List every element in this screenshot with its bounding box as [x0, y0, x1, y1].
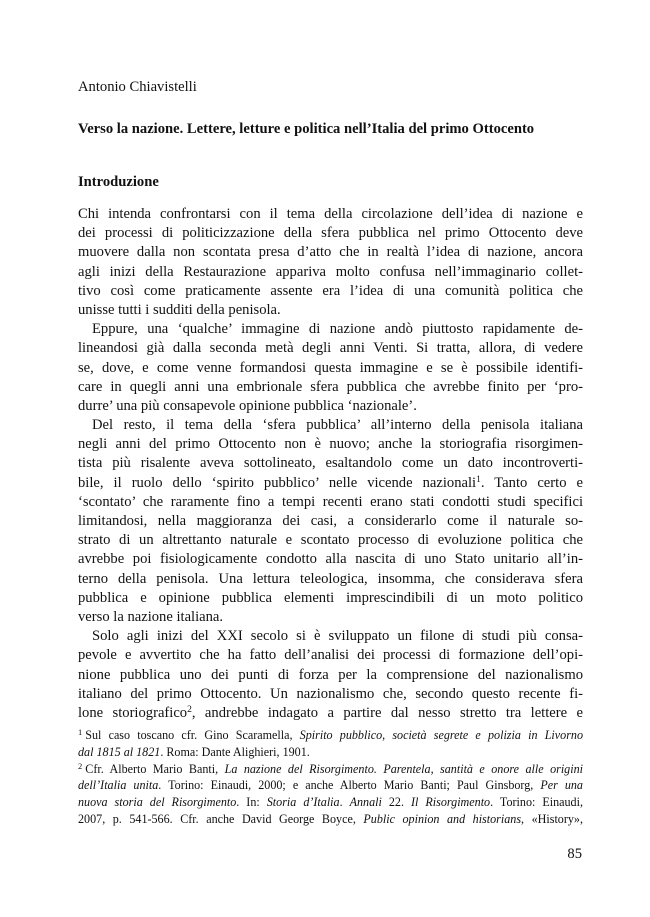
footnote-text: . Torino: Einaudi, — [490, 795, 583, 810]
body-line: pubblica e opinione pubblica elementi imprescindibili di un moto politico — [78, 589, 583, 606]
body-line: limitandosi, nella maggioranza dei casi, a considerarlo come il naturale so- — [78, 513, 583, 529]
footnote-number: 1 — [78, 727, 83, 737]
footnote-text: . Torino: Einaudi, 2000; e anche Alberto Mario Banti; Paul Ginsborg, — [158, 778, 541, 793]
body-line: unisse tutti i sudditi della penisola. — [78, 301, 281, 318]
body-line: ‘scontato’ che raramente fino a tempi recenti erano stati condotti studi specifici — [78, 493, 583, 510]
body-line: muovere dalla non scontata presa d’atto che in realtà l’idea di nazione, ancora — [78, 244, 583, 261]
footnote-1 — [78, 727, 583, 744]
footnote-number: 2 — [78, 760, 83, 771]
body-text — [78, 205, 583, 723]
body-line: durre’ una più consapevole opinione pubblica ‘nazionale’. — [78, 397, 417, 414]
footnote-text: 22. — [381, 795, 411, 810]
body-line: Eppure, una ‘qualche’ immagine di nazione andò piuttosto rapidamente de- — [92, 321, 583, 338]
body-line: dei processi di politicizzazione della sfera pubblica nel primo Ottocento deve — [78, 225, 583, 242]
footnote-work-title: nuova storia del Risorgimento — [78, 795, 237, 810]
body-line: italiano del primo Ottocento. Un nazionalismo che, secondo questo recente fi- — [78, 685, 583, 702]
body-line-text: , andrebbe indagato a partire dal nesso stretto tra lettere e — [191, 704, 583, 721]
footnote-text: , «History», — [521, 811, 583, 826]
footnote-text: . In: — [236, 795, 267, 810]
body-line: tivo così come praticamente assente era l’idea di una comunità politica che — [78, 282, 583, 299]
body-line-text: lone storiografico — [78, 704, 188, 721]
article-title: Verso la nazione. Lettere, letture e politica nell’Italia del primo Ottocento — [78, 121, 535, 137]
footnote-work-title: Annali — [349, 795, 382, 810]
footnote-1-cont — [78, 744, 583, 761]
body-line: lineandosi già dalla seconda metà degli anni Venti. Si tratta, allora, di vedere — [78, 340, 583, 357]
body-line-text: . Tanto certo e — [480, 474, 584, 491]
body-line: se, dove, e come venne formandosi questa immagine e se è possibile identifi- — [78, 359, 583, 376]
footnote-work-title: La nazione del Risorgimento. Parentela, santità e onore alle origini — [224, 761, 583, 776]
footnote-work-title: Il Risorgimento — [411, 795, 491, 810]
body-line: Solo agli inizi del XXI secolo si è sviluppato un filone di studi più consa- — [92, 628, 583, 645]
body-line-text: bile, il ruolo dello ‘spirito pubblico’ nelle vicende nazionali — [78, 474, 477, 491]
body-line — [78, 704, 583, 723]
footnote-text: . Roma: Dante Alighieri, 1901. — [160, 744, 310, 759]
footnotes — [78, 727, 583, 828]
body-line: strato di un altrettanto naturale e scontato processo di evoluzione politica che — [78, 532, 583, 549]
footnote-work-title: dal 1815 al 1821 — [78, 744, 161, 759]
footnote-work-title: Storia d’Italia — [266, 795, 340, 810]
body-line: Chi intenda confrontarsi con il tema della circolazione dell’idea di nazione e — [78, 206, 583, 222]
page-number: 85 — [567, 846, 582, 862]
footnote-text: Cfr. Alberto Mario Banti, — [85, 761, 225, 776]
footnote-2-cont — [78, 811, 583, 828]
footnote-work-title: Per una — [540, 778, 583, 793]
footnote-2 — [78, 761, 583, 778]
footnote-work-title: Public opinion and historians — [363, 811, 522, 826]
footnote-work-title: dell’Italia unita — [78, 778, 159, 793]
author-name: Antonio Chiavistelli — [78, 79, 197, 95]
footnote-2-cont — [78, 777, 583, 794]
section-heading: Introduzione — [78, 174, 159, 190]
body-line: tista più risalente aveva sottolineato, esaltandolo come un dato incontroverti- — [78, 455, 583, 472]
body-line: pevole e avvertito che ha fatto dell’analisi dei processi di formazione dell’opi- — [78, 647, 583, 664]
footnote-text: 2007, p. 541-566. Cfr. anche David George Boyce, — [78, 811, 364, 826]
body-line: nione pubblica uno dei punti di forza per la comprensione del nazionalismo — [78, 666, 583, 683]
footnote-text: Sul caso toscano cfr. Gino Scaramella, — [85, 728, 300, 742]
body-line: avrebbe poi fisiologicamente condotto alla nascita di uno Stato unitario all’in- — [78, 551, 583, 568]
body-line: agli inizi della Restaurazione appariva molto confusa nell’immaginario collet- — [78, 263, 583, 280]
footnote-text: . — [339, 795, 350, 810]
body-line: care in quegli anni una embrionale sfera pubblica che avrebbe finito per ‘pro- — [78, 378, 583, 395]
body-line: negli anni del primo Ottocento non è nuovo; anche la storiografia risorgimen- — [78, 436, 583, 453]
footnote-ref-1[interactable]: 1 — [476, 474, 481, 485]
body-line: Del resto, il tema della ‘sfera pubblica’ all’interno della penisola italiana — [92, 417, 583, 434]
footnote-ref-2[interactable]: 2 — [187, 704, 192, 715]
footnote-2-cont — [78, 794, 583, 811]
body-line — [78, 474, 583, 493]
footnote-work-title: Spirito pubblico, società segrete e polizia in Livorno — [299, 728, 584, 742]
body-line: terno della penisola. Una lettura teleologica, insomma, che considerava sfera — [78, 570, 583, 587]
body-line: verso la nazione italiana. — [78, 608, 224, 625]
